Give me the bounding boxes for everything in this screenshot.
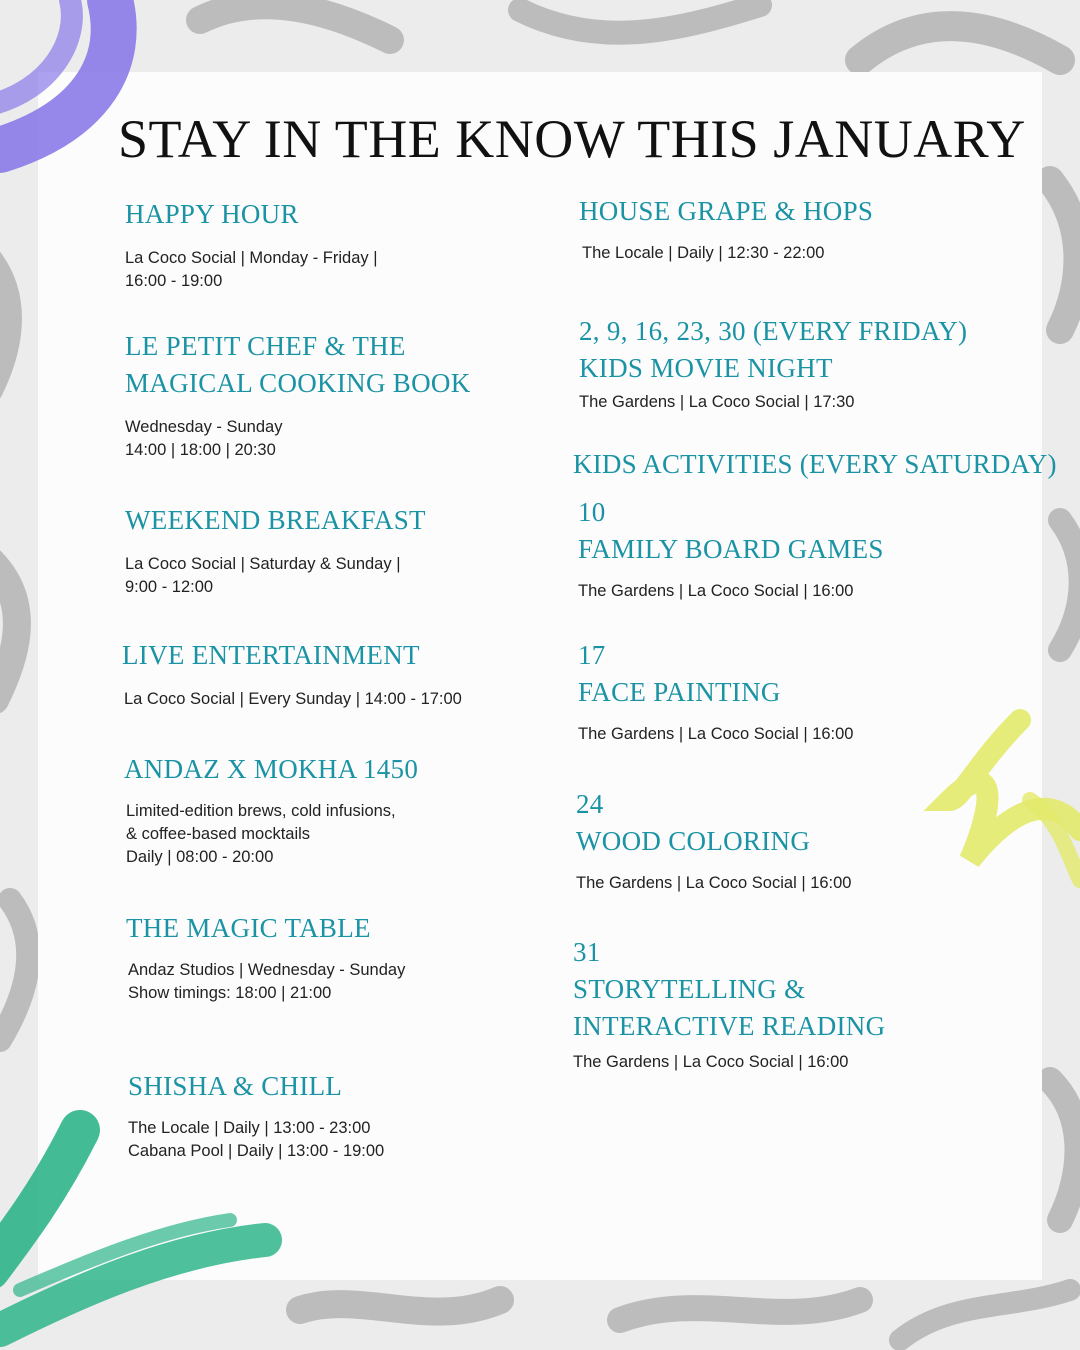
page-title: STAY IN THE KNOW THIS JANUARY: [118, 109, 1026, 169]
event-title: LE PETIT CHEF & THE: [125, 331, 406, 361]
event-live-entertainment: [122, 637, 462, 711]
event-detail: La Coco Social | Every Sunday | 14:00 - 17:00: [124, 690, 462, 708]
event-title: LIVE ENTERTAINMENT: [122, 640, 420, 670]
event-detail: Limited-edition brews, cold infusions,: [126, 802, 396, 820]
event-title: STORYTELLING &: [573, 974, 806, 1004]
event-detail: The Locale | Daily | 12:30 - 22:00: [582, 244, 825, 262]
event-detail: La Coco Social | Saturday & Sunday |: [125, 555, 401, 573]
event-shisha-and-chill: [128, 1068, 384, 1163]
event-detail: Wednesday - Sunday: [125, 418, 283, 436]
event-detail: The Locale | Daily | 13:00 - 23:00: [128, 1119, 371, 1137]
activity-date: 17: [578, 640, 606, 670]
event-title: MAGICAL COOKING BOOK: [125, 368, 471, 398]
event-title: 2, 9, 16, 23, 30 (EVERY FRIDAY): [579, 316, 968, 346]
event-title: FAMILY BOARD GAMES: [578, 534, 884, 564]
event-house-grape-and-hops: [579, 193, 873, 265]
activity-date: 31: [573, 937, 601, 967]
event-title: HOUSE GRAPE & HOPS: [579, 196, 874, 226]
event-title: THE MAGIC TABLE: [126, 913, 371, 943]
event-title: ANDAZ X MOKHA 1450: [124, 754, 419, 784]
event-detail: Daily | 08:00 - 20:00: [126, 848, 274, 866]
kids-activity-storytelling: [573, 934, 885, 1074]
event-title: INTERACTIVE READING: [573, 1011, 886, 1041]
event-detail: & coffee-based mocktails: [126, 825, 311, 843]
event-kids-movie-night: [579, 313, 967, 414]
event-detail: 14:00 | 18:00 | 20:30: [125, 441, 276, 459]
yellow-brush-stroke-decoration: [950, 720, 1080, 880]
event-title: KIDS MOVIE NIGHT: [579, 353, 833, 383]
event-detail: The Gardens | La Coco Social | 16:00: [578, 725, 854, 743]
event-title: SHISHA & CHILL: [128, 1071, 343, 1101]
kids-activity-face-painting: [578, 637, 853, 746]
activity-date: 10: [578, 497, 606, 527]
event-the-magic-table: [126, 910, 405, 1005]
kids-activity-family-board-games: [578, 494, 884, 603]
event-andaz-x-mokha: [124, 751, 418, 869]
event-title: WEEKEND BREAKFAST: [125, 505, 426, 535]
activity-date: 24: [576, 789, 604, 819]
event-detail: 16:00 - 19:00: [125, 272, 223, 290]
event-title: WOOD COLORING: [576, 826, 811, 856]
event-detail: 9:00 - 12:00: [125, 578, 214, 596]
event-title: FACE PAINTING: [578, 677, 781, 707]
purple-brush-stroke-decoration: [0, 0, 114, 150]
event-detail: The Gardens | La Coco Social | 16:00: [576, 874, 852, 892]
kids-activity-wood-coloring: [576, 786, 851, 895]
event-detail: Show timings: 18:00 | 21:00: [128, 984, 332, 1002]
kids-activities-heading: KIDS ACTIVITIES (EVERY SATURDAY): [573, 449, 1057, 479]
event-happy-hour: [125, 196, 378, 293]
event-detail: The Gardens | La Coco Social | 16:00: [578, 582, 854, 600]
event-detail: The Gardens | La Coco Social | 16:00: [573, 1053, 849, 1071]
event-title: HAPPY HOUR: [125, 199, 299, 229]
event-detail: La Coco Social | Monday - Friday |: [125, 249, 378, 267]
event-detail: Cabana Pool | Daily | 13:00 - 19:00: [128, 1142, 385, 1160]
event-le-petit-chef: [125, 328, 471, 462]
event-detail: The Gardens | La Coco Social | 17:30: [579, 393, 855, 411]
event-weekend-breakfast: [125, 502, 426, 599]
event-detail: Andaz Studios | Wednesday - Sunday: [128, 961, 406, 979]
